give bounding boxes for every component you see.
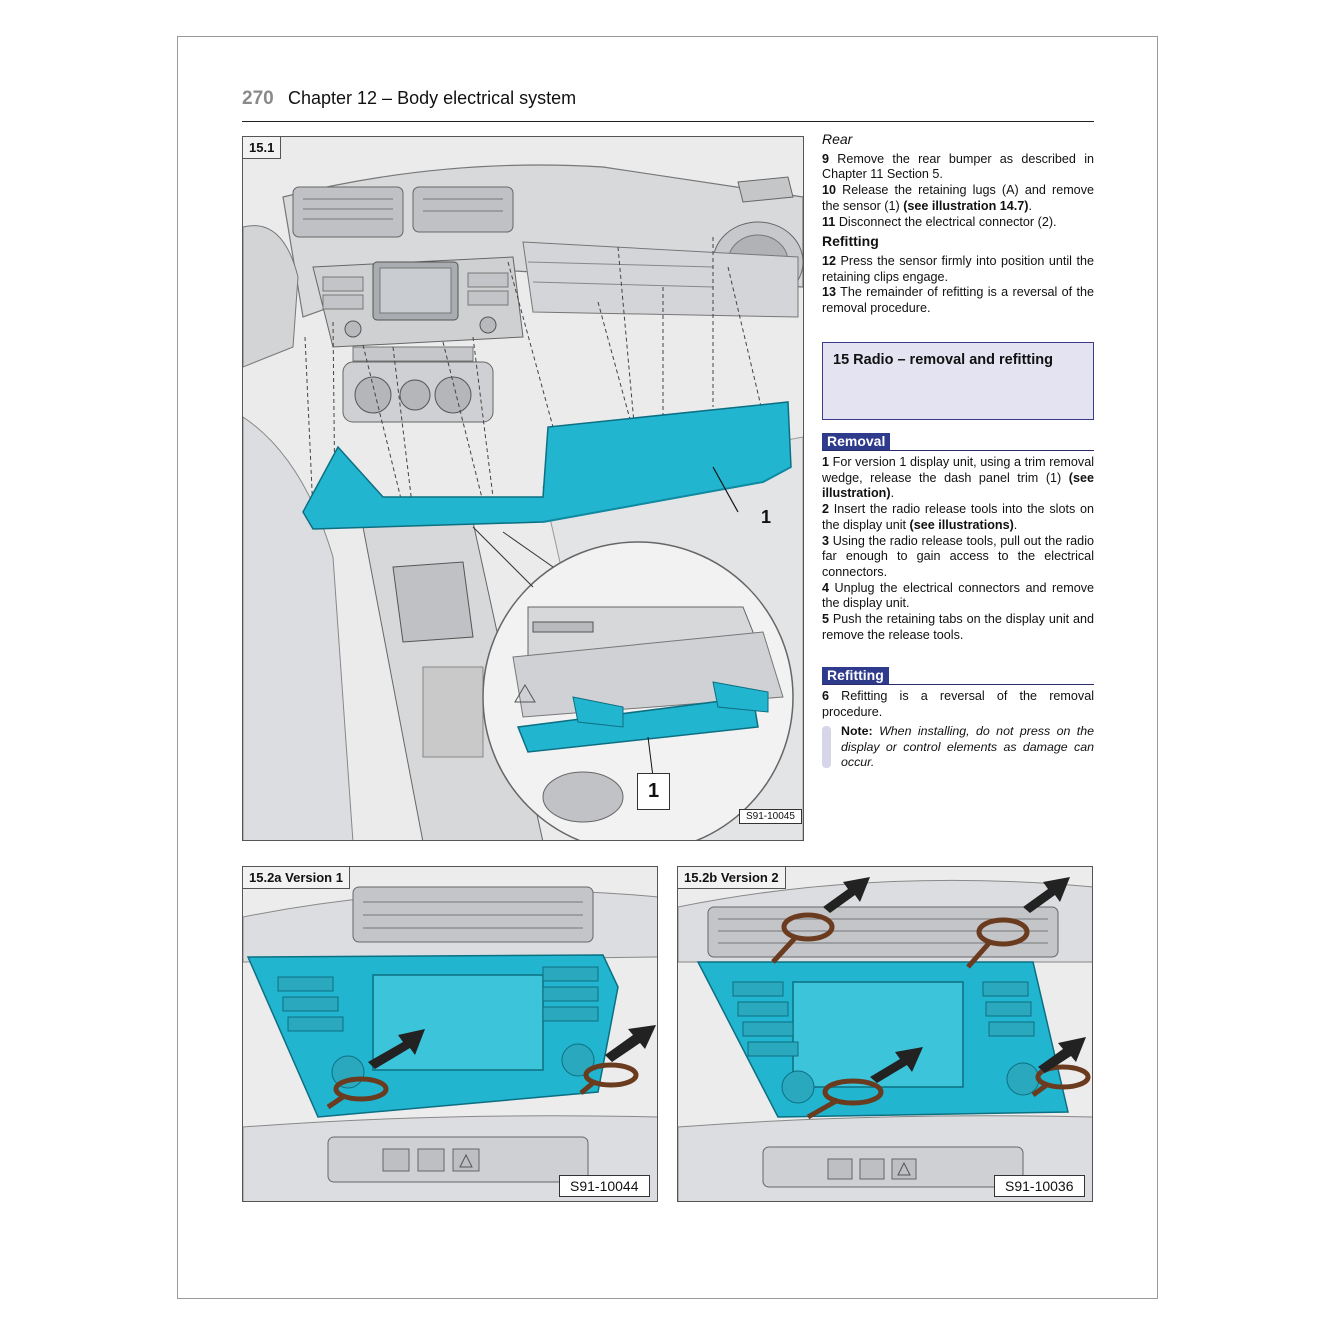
step-10: 10 Release the retaining lugs (A) and remove the sensor (1) (see illustration 14.7). xyxy=(822,183,1094,213)
dashboard-illustration xyxy=(243,137,804,841)
figure-15-1 xyxy=(242,136,804,841)
page-header xyxy=(242,86,1094,122)
refitting-subheading: Refitting xyxy=(822,233,879,250)
step-1: 1 For version 1 display unit, using a trim removal wedge, release the dash panel trim (1) (see illustration). xyxy=(822,455,1094,501)
radio-v2-illustration xyxy=(678,867,1093,1202)
removal-heading: Removal xyxy=(822,433,890,450)
section-title-box xyxy=(822,342,1094,420)
page-number: 270 xyxy=(242,88,274,109)
note-text: Note: When installing, do not press on the display or control elements as damage can occur. xyxy=(841,724,1094,770)
figure-label: 15.2b Version 2 xyxy=(678,867,786,889)
figure-15-2a xyxy=(242,866,658,1202)
callout-trim-1: 1 xyxy=(761,507,772,527)
refitting-heading: Refitting xyxy=(822,667,889,684)
note-box xyxy=(822,724,1094,770)
figure-code: S91-10045 xyxy=(739,809,802,824)
figure-code: S91-10036 xyxy=(994,1175,1085,1197)
step-6: 6 Refitting is a reversal of the removal procedure. xyxy=(822,689,1094,719)
step-13: 13 The remainder of refitting is a reversal of the removal procedure. xyxy=(822,285,1094,316)
removal-steps xyxy=(822,455,1094,643)
step-11: 11 Disconnect the electrical connector (2). xyxy=(822,214,1057,229)
figure-code: S91-10044 xyxy=(559,1175,650,1197)
radio-v1-illustration xyxy=(243,867,658,1202)
section-title: 15 Radio – removal and refitting xyxy=(833,352,1053,368)
step-3: 3 Using the radio release tools, pull out the radio far enough to gain access to the electrical connectors. xyxy=(822,533,1094,579)
step-2: 2 Insert the radio release tools into the slots on the display unit (see illustrations). xyxy=(822,502,1094,532)
rear-section xyxy=(822,132,1094,317)
refitting-band xyxy=(822,667,1094,685)
rear-heading: Rear xyxy=(822,131,853,147)
refitting-steps xyxy=(822,689,1094,720)
figure-label: 15.1 xyxy=(243,137,281,159)
step-9: 9 Remove the rear bumper as described in Chapter 11 Section 5. xyxy=(822,151,1094,182)
step-4: 4 Unplug the electrical connectors and remove the display unit. xyxy=(822,580,1094,611)
note-bar xyxy=(822,726,831,768)
figure-label: 15.2a Version 1 xyxy=(243,867,350,889)
removal-band xyxy=(822,433,1094,451)
chapter-title: Chapter 12 – Body electrical system xyxy=(288,88,577,108)
figure-15-2b xyxy=(677,866,1093,1202)
step-12: 12 Press the sensor firmly into position until the retaining clips engage. xyxy=(822,253,1094,284)
step-5: 5 Push the retaining tabs on the display unit and remove the release tools. xyxy=(822,612,1094,642)
callout-trim-1-detail: 1 xyxy=(637,773,670,810)
